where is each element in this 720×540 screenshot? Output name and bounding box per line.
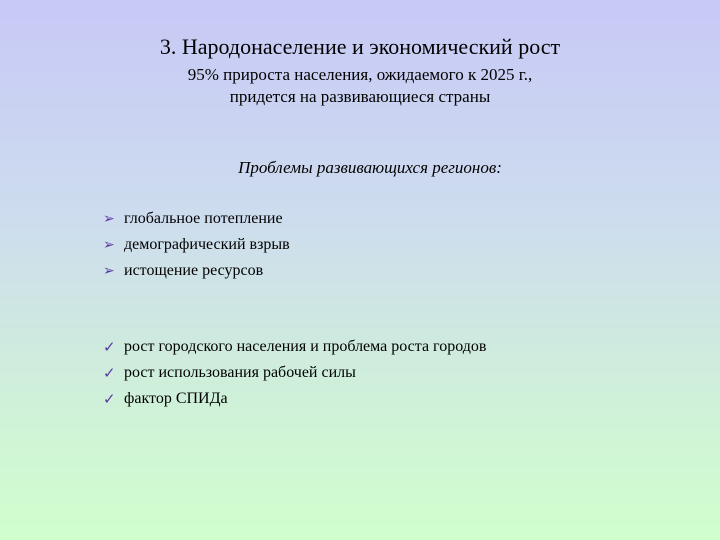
checkmark-bullet-icon: ✓ (103, 338, 116, 356)
list-item-text: истощение ресурсов (124, 262, 264, 279)
list-item (103, 386, 486, 412)
arrow-bullet-icon: ➢ (103, 263, 115, 279)
slide-subtitle (0, 64, 720, 108)
list-item (103, 334, 486, 360)
problems-list-arrow (103, 206, 290, 284)
subtitle-line: 95% прироста населения, ожидаемого к 2025 г., (187, 65, 533, 84)
section-heading: Проблемы развивающихся регионов: (238, 158, 502, 177)
list-item (103, 232, 290, 258)
checkmark-bullet-icon: ✓ (103, 390, 116, 408)
list-item-text: рост городского населения и проблема роста городов (124, 338, 487, 355)
list-item (103, 206, 290, 232)
problems-list-check (103, 334, 486, 412)
list-item-text: демографический взрыв (124, 236, 290, 253)
list-item-text: рост использования рабочей силы (124, 364, 356, 381)
checkmark-bullet-icon: ✓ (103, 364, 116, 382)
arrow-bullet-icon: ➢ (103, 211, 115, 227)
subtitle-line: придется на развивающиеся страны (229, 87, 491, 106)
list-item (103, 258, 290, 284)
list-item-text: глобальное потепление (124, 210, 283, 227)
slide-title: 3. Народонаселение и экономический рост (159, 34, 561, 59)
list-item (103, 360, 486, 386)
list-item-text: фактор СПИДа (124, 390, 228, 407)
arrow-bullet-icon: ➢ (103, 237, 115, 253)
